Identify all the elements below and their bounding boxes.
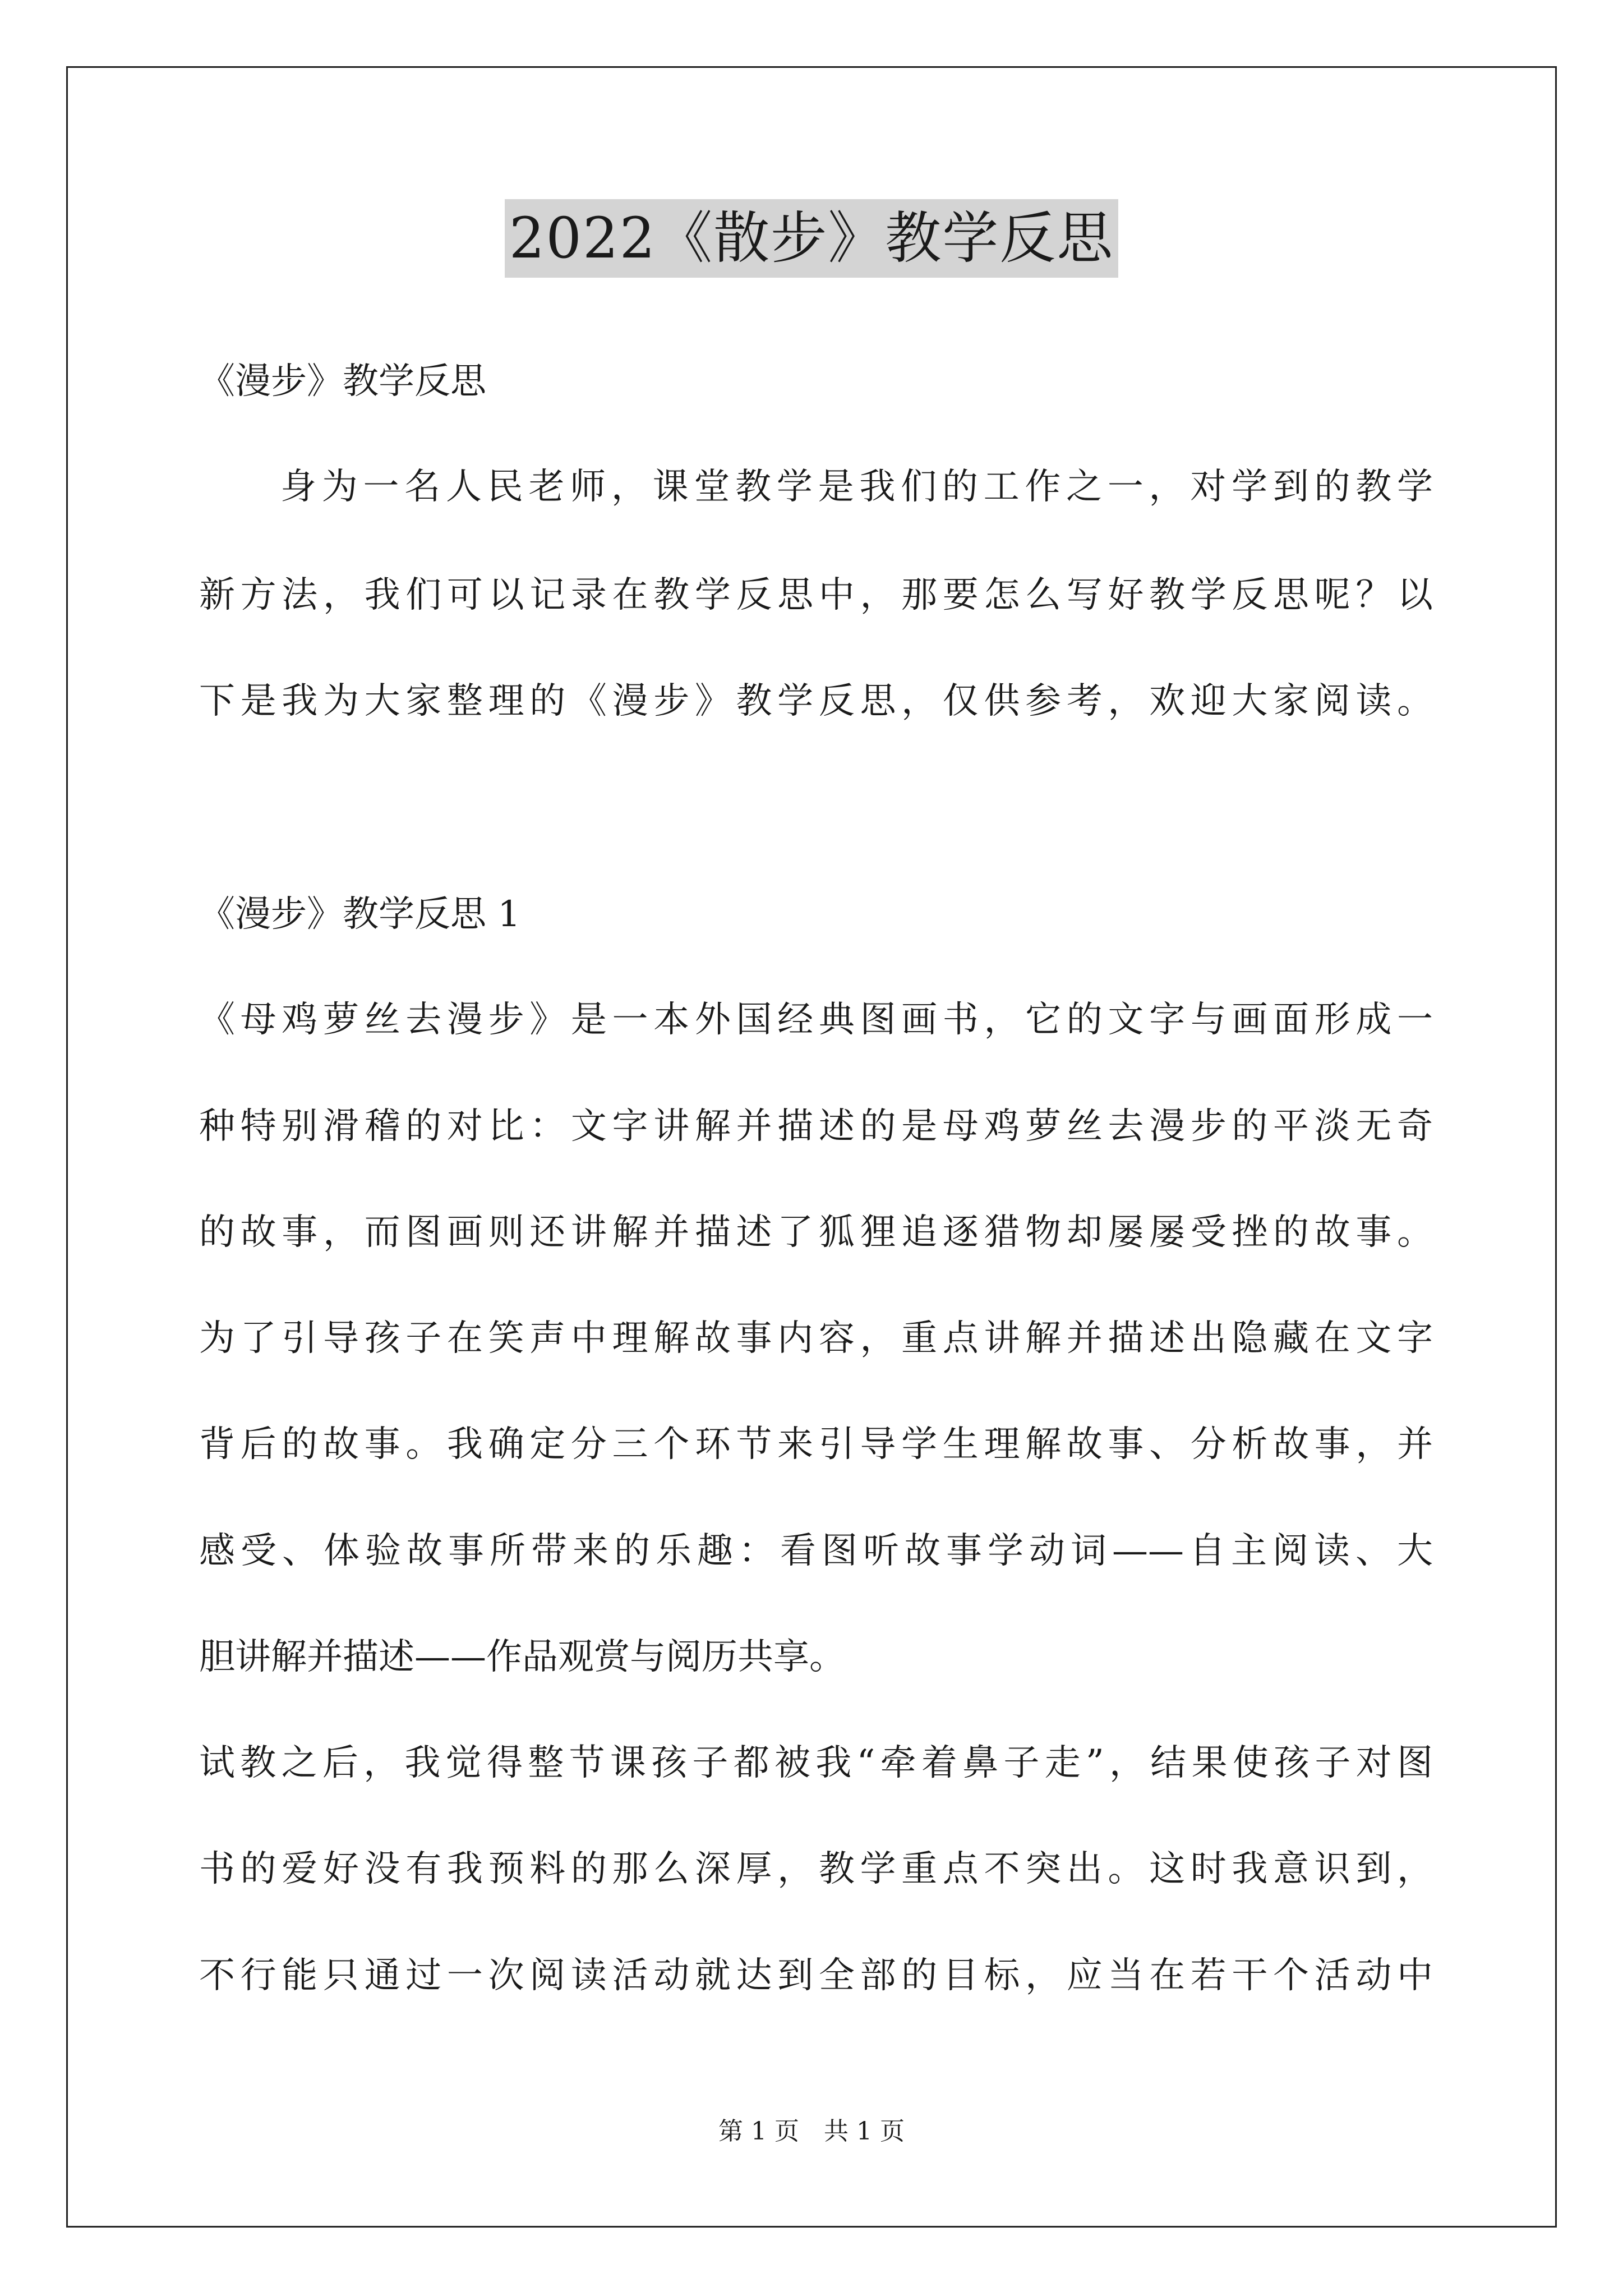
page-footer: 第 1 页 共 1 页: [718, 2117, 905, 2146]
paragraph1-line-4: 为了引导孩子在笑声中理解故事内容，重点讲解并描述出隐藏在文字: [199, 1318, 1433, 1359]
section-heading: 《漫步》教学反思 1: [199, 894, 521, 935]
paragraph1-line-2: 种特别滑稽的对比：文字讲解并描述的是母鸡萝丝去漫步的平淡无奇: [199, 1106, 1433, 1147]
intro-line-3: 下是我为大家整理的《漫步》教学反思，仅供参考，欢迎大家阅读。: [199, 680, 1433, 722]
paragraph2-line-3: 不行能只通过一次阅读活动就达到全部的目标，应当在若干个活动中: [199, 1955, 1433, 1996]
paragraph2-line-2: 书的爱好没有我预料的那么深厚，教学重点不突出。这时我意识到，: [199, 1848, 1433, 1890]
title-container: [0, 199, 1623, 278]
paragraph1-line-1: 《母鸡萝丝去漫步》是一本外国经典图画书，它的文字与画面形成一: [199, 999, 1433, 1041]
paragraph1-line-6: 感受、体验故事所带来的乐趣：看图听故事学动词——自主阅读、大: [199, 1530, 1433, 1572]
intro-line-2: 新方法，我们可以记录在教学反思中，那要怎么写好教学反思呢？以: [199, 574, 1433, 616]
document-title: 2022《散步》教学反思: [505, 199, 1119, 278]
subtitle: 《漫步》教学反思: [199, 361, 486, 402]
paragraph2-line-1: 试教之后，我觉得整节课孩子都被我“牵着鼻子走”，结果使孩子对图: [199, 1742, 1433, 1784]
paragraph1-line-3: 的故事，而图画则还讲解并描述了狐狸追逐猎物却屡屡受挫的故事。: [199, 1212, 1433, 1253]
paragraph1-line-7: 胆讲解并描述——作品观赏与阅历共享。: [199, 1636, 845, 1678]
intro-line-1: 身为一名人民老师，课堂教学是我们的工作之一，对学到的教学: [280, 466, 1433, 508]
paragraph1-line-5: 背后的故事。我确定分三个环节来引导学生理解故事、分析故事，并: [199, 1424, 1433, 1465]
